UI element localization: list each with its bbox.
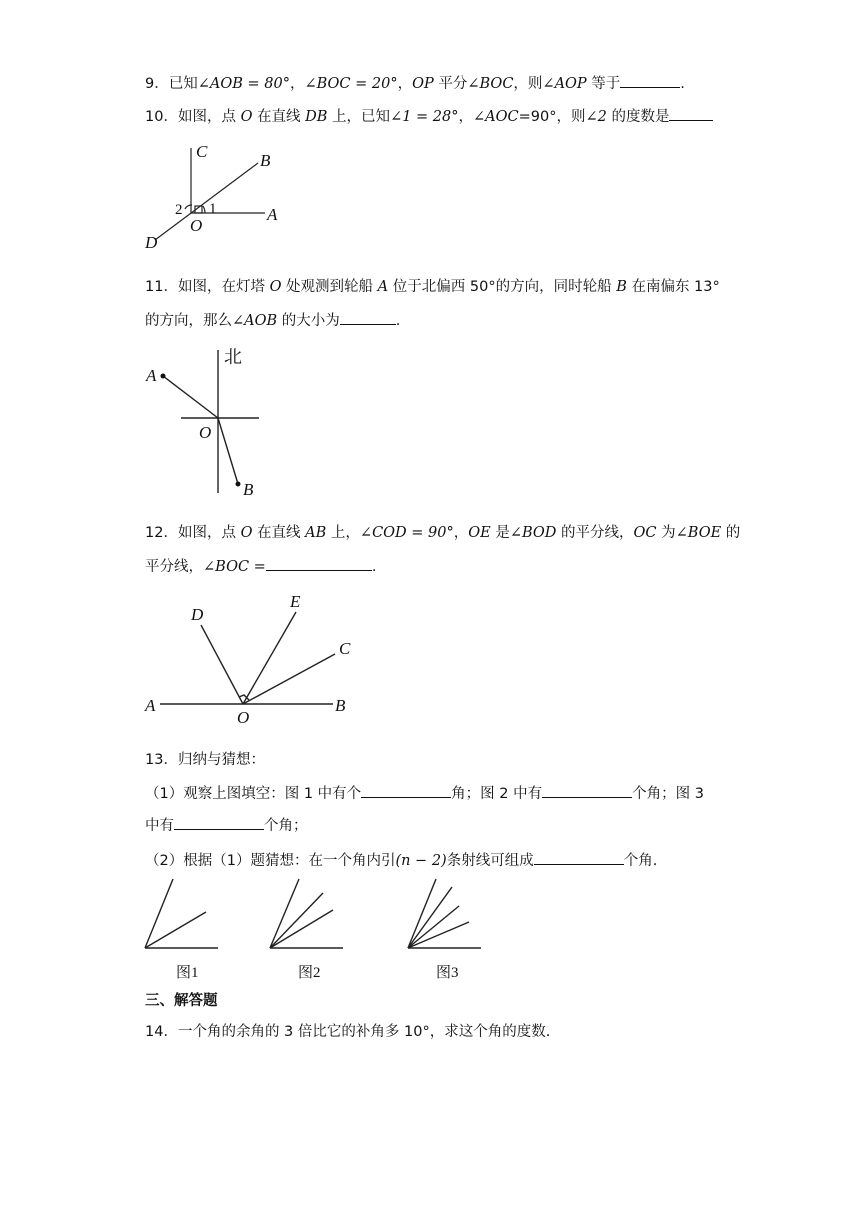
label-a: A	[145, 696, 156, 715]
label-c: C	[196, 142, 208, 161]
question-number: 14．	[145, 1024, 178, 1040]
angle-1-label: 1	[209, 201, 217, 217]
question-12-cont: 平分线，∠BOC = .	[145, 556, 376, 577]
question-11: 11．如图，在灯塔 O 处观测到轮船 A 位于北偏西 50°的方向，同时轮船 B 在南偏东 13°	[145, 279, 720, 295]
caption-figure-3: 图3	[436, 965, 459, 981]
answer-blank[interactable]	[266, 556, 372, 571]
label-b: B	[243, 480, 254, 499]
question-number: 13．	[145, 752, 178, 768]
question-11-cont: 的方向，那么∠AOB 的大小为 .	[145, 310, 400, 331]
ray-oe	[243, 612, 296, 704]
right-angle-mark	[195, 206, 202, 213]
section-heading: 三、解答题	[145, 993, 218, 1009]
answer-blank[interactable]	[669, 106, 713, 121]
point-a	[161, 374, 166, 379]
question-number: 10．	[145, 109, 178, 125]
figure-1-angle	[145, 879, 218, 948]
label-d: D	[145, 233, 158, 252]
label-a: A	[267, 205, 278, 224]
answer-blank[interactable]	[340, 310, 396, 325]
question-12: 12．如图，点 O 在直线 AB 上，∠COD = 90°，OE 是∠BOD 的平分线，OC 为∠BOE 的	[145, 525, 741, 541]
answer-blank[interactable]	[174, 815, 264, 830]
label-a: A	[146, 366, 157, 385]
point-b	[236, 482, 241, 487]
question-number: 12．	[145, 525, 178, 541]
angle-2-label: 2	[175, 202, 183, 218]
ray-oa	[163, 376, 218, 418]
question-9: 9．已知∠AOB = 80°，∠BOC = 20°，OP 平分∠BOC，则∠AOP 等于 .	[145, 73, 685, 94]
question-number: 11．	[145, 279, 178, 295]
caption-figure-2: 图2	[298, 965, 321, 981]
question-13: 13．归纳与猜想：	[145, 752, 265, 768]
answer-blank[interactable]	[361, 783, 451, 798]
label-o: O	[237, 708, 250, 727]
angle-2-arc	[185, 205, 192, 209]
figure-3-angle	[408, 879, 481, 948]
label-b: B	[335, 696, 346, 715]
question-13-part-1: （1）观察上图填空：图 1 中有个 角；图 2 中有 个角；图 3	[145, 783, 704, 804]
answer-blank[interactable]	[542, 783, 632, 798]
answer-blank[interactable]	[620, 73, 680, 88]
answer-blank[interactable]	[534, 850, 624, 865]
figure-2-angle	[270, 879, 343, 948]
ray-ob	[218, 418, 238, 484]
ray-od	[201, 625, 243, 704]
question-number: 9．	[145, 76, 169, 92]
question-13-part-2: （2）根据（1）题猜想：在一个角内引(n − 2)条射线可组成 个角.	[145, 850, 657, 871]
label-d: D	[191, 605, 204, 624]
question-10: 10．如图，点 O 在直线 DB 上，已知∠1 = 28°，∠AOC=90°，则∠2 的度数是	[145, 106, 713, 127]
label-north: 北	[224, 347, 242, 368]
angle-1-arc	[203, 206, 205, 213]
caption-figure-1: 图1	[176, 965, 199, 981]
label-o: O	[190, 216, 203, 235]
label-b: B	[260, 151, 271, 170]
question-13-part-1-cont: 中有 个角；	[145, 815, 308, 836]
label-o: O	[199, 423, 212, 442]
ray-oc	[243, 654, 335, 704]
label-c: C	[339, 639, 351, 658]
question-14: 14．一个角的余角的 3 倍比它的补角多 10°，求这个角的度数.	[145, 1024, 551, 1040]
line-db	[155, 163, 258, 240]
label-e: E	[290, 592, 301, 611]
right-angle-mark	[239, 695, 249, 700]
